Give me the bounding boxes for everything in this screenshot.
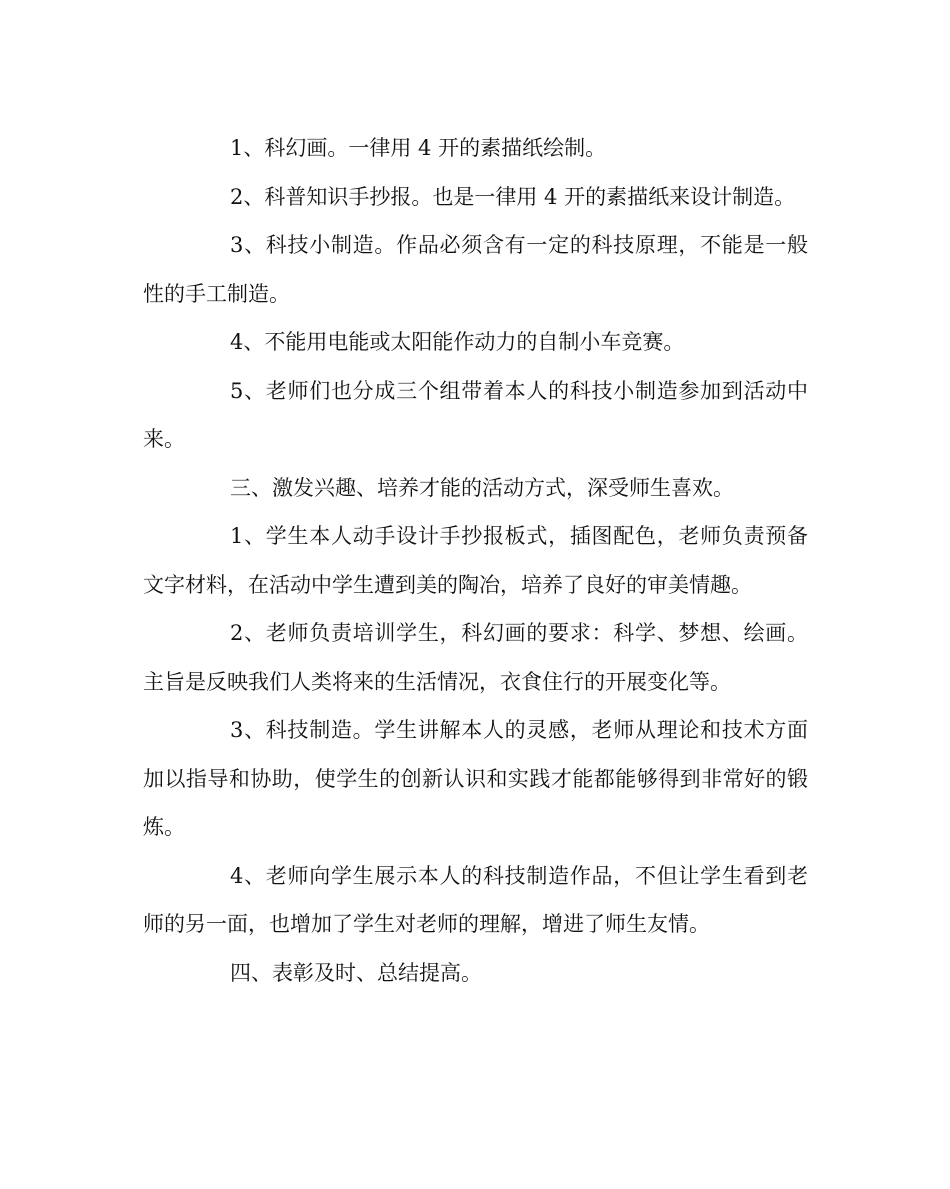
paragraph-6: 1、学生本人动手设计手抄报板式，插图配色，老师负责预备文字材料，在活动中学生遭到美的陶冶，培养了良好的审美情趣。: [143, 524, 808, 597]
paragraph-5: 5、老师们也分成三个组带着本人的科技小制造参加到活动中来。: [143, 378, 808, 451]
section-heading-4: 四、表彰及时、总结提高。: [230, 960, 482, 985]
document-body: [143, 124, 808, 997]
paragraph-4: 4、不能用电能或太阳能作动力的自制小车竞赛。: [230, 330, 685, 354]
paragraph-7: 2、老师负责培训学生，科幻画的要求：科学、梦想、绘画。主旨是反映我们人类将来的生活情况，衣食住行的开展变化等。: [143, 621, 808, 694]
paragraph-2: 2、科普知识手抄报。也是一律用 4 开的素描纸来设计制造。: [230, 184, 796, 209]
paragraph-1: 1、科幻画。一律用 4 开的素描纸绘制。: [230, 136, 607, 160]
section-heading-3: 三、激发兴趣、培养才能的活动方式，深受师生喜欢。: [230, 475, 734, 500]
paragraph-8: 3、科技制造。学生讲解本人的灵感，老师从理论和技术方面加以指导和协助，使学生的创新认识和实践才能都能够得到非常好的锻炼。: [143, 718, 808, 839]
paragraph-9: 4、老师向学生展示本人的科技制造作品，不但让学生看到老师的另一面，也增加了学生对老师的理解，增进了师生友情。: [143, 863, 808, 936]
paragraph-3: 3、科技小制造。作品必须含有一定的科技原理，不能是一般性的手工制造。: [143, 233, 808, 306]
